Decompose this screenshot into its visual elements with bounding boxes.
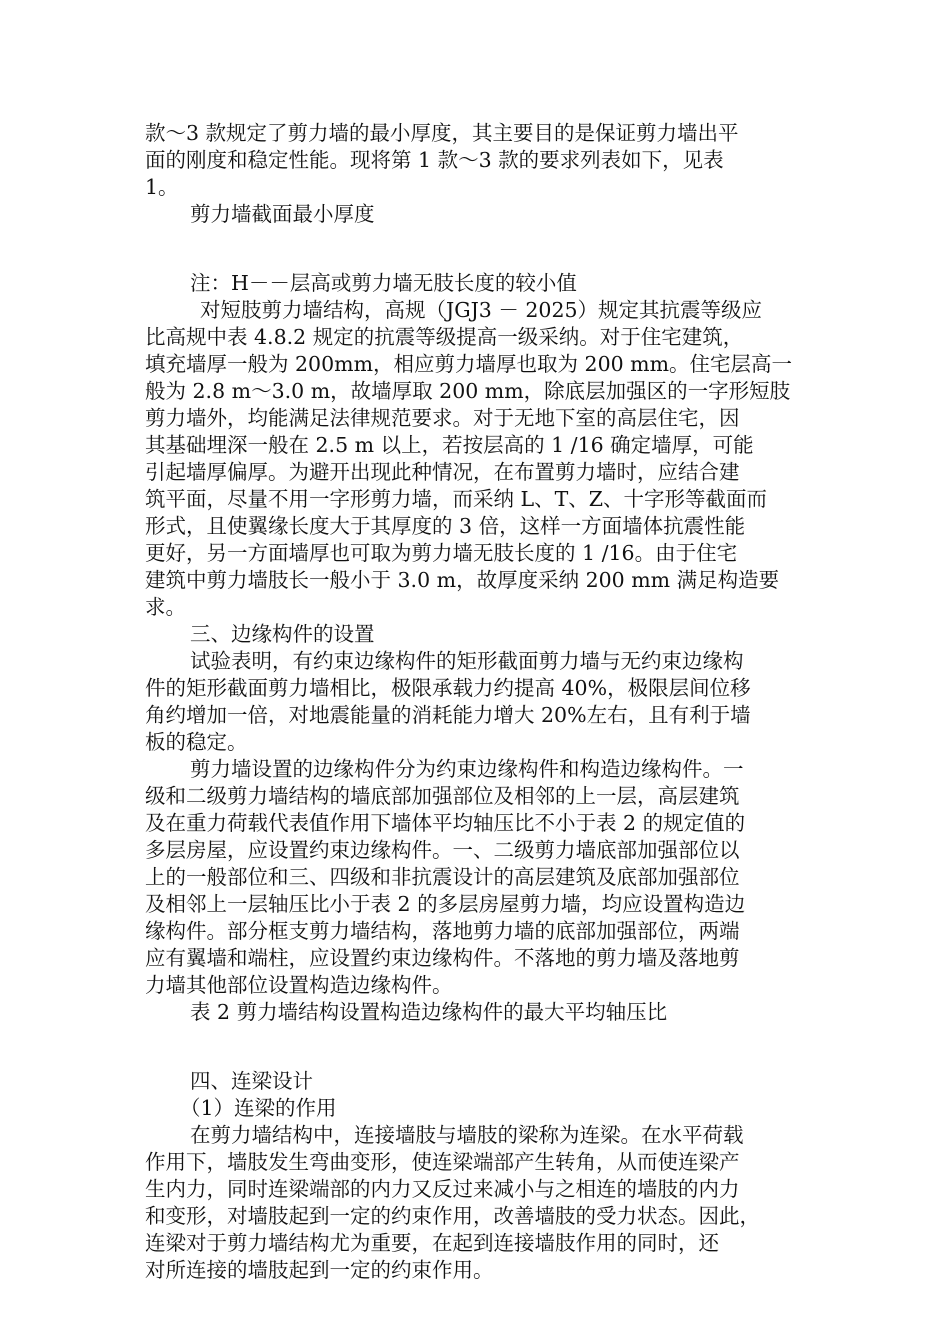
text-line: 生内力，同时连梁端部的内力又反过来减小与之相连的墙肢的内力 — [145, 1177, 740, 1201]
text-line: 应有翼墙和端柱，应设置约束边缘构件。不落地的剪力墙及落地剪 — [145, 946, 740, 970]
table-note: 注：H－－层高或剪力墙无肢长度的较小值 — [190, 271, 577, 295]
text-line: 及相邻上一层轴压比小于表 2 的多层房屋剪力墙，均应设置构造边 — [145, 892, 746, 916]
text-line: 填充墙厚一般为 200mm，相应剪力墙厚也取为 200 mm。住宅层高一 — [145, 352, 793, 376]
text-line: 和变形，对墙肢起到一定的约束作用，改善墙肢的受力状态。因此， — [145, 1204, 760, 1228]
text-line: 力墙其他部位设置构造边缘构件。 — [145, 973, 453, 997]
text-line: 缘构件。部分框支剪力墙结构，落地剪力墙的底部加强部位，两端 — [145, 919, 740, 943]
text-line: 面的刚度和稳定性能。现将第 1 款～3 款的要求列表如下，见表 — [145, 148, 724, 172]
text-line: 剪力墙外，均能满足法律规范要求。对于无地下室的高层住宅，因 — [145, 406, 740, 430]
subsection-heading: （1）连梁的作用 — [180, 1096, 337, 1120]
text-line: 形式，且使翼缘长度大于其厚度的 3 倍，这样一方面墙体抗震性能 — [145, 514, 746, 538]
text-line: 1。 — [145, 175, 179, 199]
section-heading: 三、边缘构件的设置 — [190, 622, 375, 646]
text-line: 对短肢剪力墙结构，高规（JGJ3 － 2025）规定其抗震等级应 — [200, 298, 763, 322]
text-line: 作用下，墙肢发生弯曲变形，使连梁端部产生转角，从而使连梁产 — [145, 1150, 740, 1174]
text-line: 比高规中表 4.8.2 规定的抗震等级提高一级采纳。对于住宅建筑， — [145, 325, 744, 349]
text-line: 角约增加一倍，对地震能量的消耗能力增大 20%左右，且有利于墙 — [145, 703, 751, 727]
text-line: 级和二级剪力墙结构的墙底部加强部位及相邻的上一层，高层建筑 — [145, 784, 740, 808]
text-line: 连梁对于剪力墙结构尤为重要，在起到连接墙肢作用的同时，还 — [145, 1231, 719, 1255]
text-line: 在剪力墙结构中，连接墙肢与墙肢的梁称为连梁。在水平荷载 — [190, 1123, 744, 1147]
text-line: 更好，另一方面墙厚也可取为剪力墙无肢长度的 1 /16。由于住宅 — [145, 541, 738, 565]
section-heading: 四、连梁设计 — [190, 1069, 313, 1093]
text-line: 板的稳定。 — [145, 730, 248, 754]
text-line: 款～3 款规定了剪力墙的最小厚度，其主要目的是保证剪力墙出平 — [145, 121, 739, 145]
text-line: 般为 2.8 m～3.0 m，故墙厚取 200 mm，除底层加强区的一字形短肢 — [145, 379, 791, 403]
text-line: 其基础埋深一般在 2.5 m 以上，若按层高的 1 /16 确定墙厚，可能 — [145, 433, 754, 457]
text-line: 引起墙厚偏厚。为避开出现此种情况，在布置剪力墙时，应结合建 — [145, 460, 740, 484]
text-line: 多层房屋，应设置约束边缘构件。一、二级剪力墙底部加强部位以 — [145, 838, 740, 862]
text-line: 试验表明，有约束边缘构件的矩形截面剪力墙与无约束边缘构 — [190, 649, 744, 673]
text-line: 筑平面，尽量不用一字形剪力墙，而采纳 L、T、Z、十字形等截面而 — [145, 487, 768, 511]
table-caption: 表 2 剪力墙结构设置构造边缘构件的最大平均轴压比 — [190, 1000, 668, 1024]
text-line: 剪力墙设置的边缘构件分为约束边缘构件和构造边缘构件。一 — [190, 757, 744, 781]
text-line: 上的一般部位和三、四级和非抗震设计的高层建筑及底部加强部位 — [145, 865, 740, 889]
text-line: 求。 — [145, 595, 186, 619]
text-line: 对所连接的墙肢起到一定的约束作用。 — [145, 1258, 494, 1282]
text-line: 建筑中剪力墙肢长一般小于 3.0 m，故厚度采纳 200 mm 满足构造要 — [145, 568, 780, 592]
text-line: 件的矩形截面剪力墙相比，极限承载力约提高 40%，极限层间位移 — [145, 676, 751, 700]
text-line: 及在重力荷载代表值作用下墙体平均轴压比不小于表 2 的规定值的 — [145, 811, 746, 835]
table-caption: 剪力墙截面最小厚度 — [190, 202, 375, 226]
